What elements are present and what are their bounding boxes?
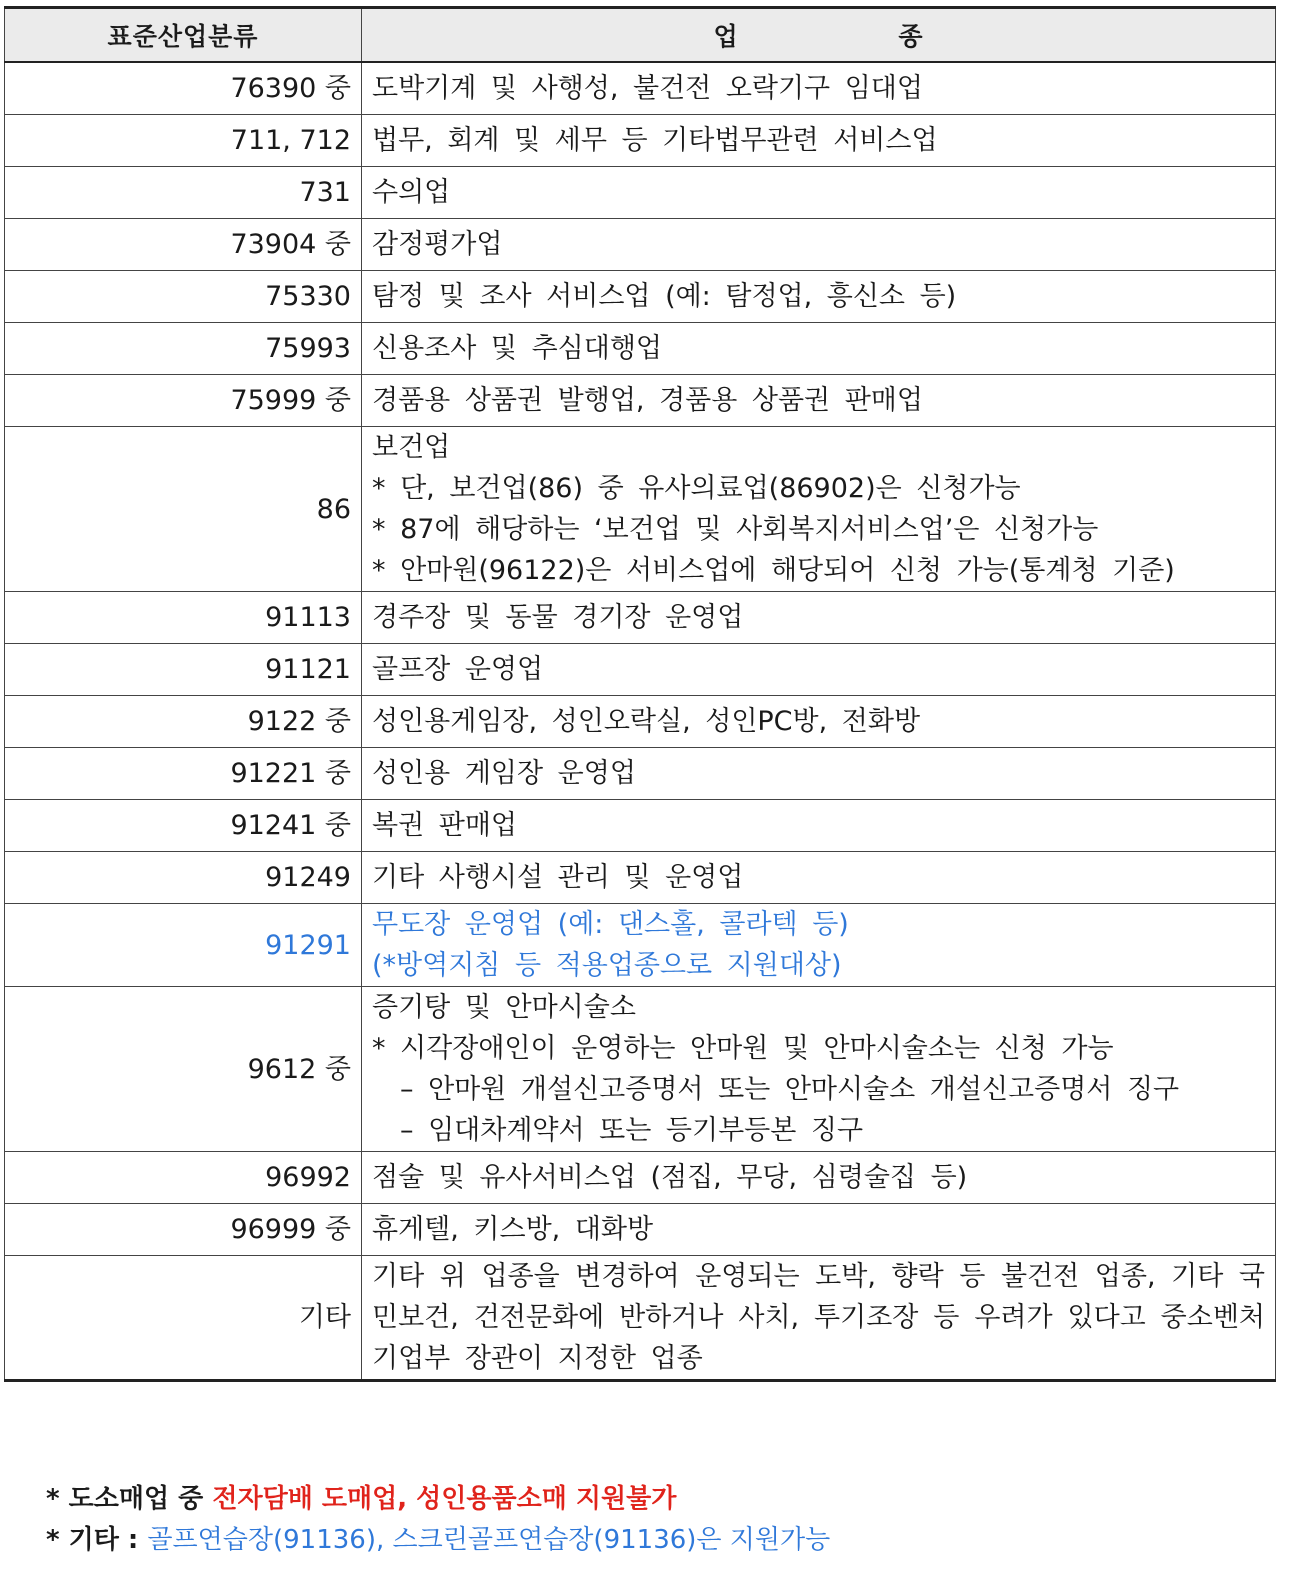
industry-code: 75993: [5, 323, 362, 375]
business-description: 감정평가업: [362, 219, 1276, 271]
business-description: 신용조사 및 추심대행업: [362, 323, 1276, 375]
table-row: [5, 800, 1276, 852]
note-bullet: * 시각장애인이 운영하는 안마원 및 안마시술소는 신청 가능: [372, 1033, 1114, 1064]
table-row: [5, 62, 1276, 115]
note-bullet: * 단, 보건업(86) 중 유사의료업(86902)은 신청가능: [372, 473, 1021, 504]
industry-code: 75999 중: [5, 375, 362, 427]
note-subitem: – 임대차계약서 또는 등기부등본 징구: [400, 1115, 864, 1146]
note-highlight: 골프연습장(91136), 스크린골프연습장(91136)은 지원가능: [147, 1525, 831, 1555]
business-description: [362, 987, 1276, 1152]
table-row: [5, 904, 1276, 987]
table-row: [5, 1152, 1276, 1204]
table-row: [5, 1256, 1276, 1381]
business-description: 탐정 및 조사 서비스업 (예: 탐정업, 흥신소 등): [362, 271, 1276, 323]
description-line: 보건업: [372, 432, 451, 463]
note-bullet: * 안마원(96122)은 서비스업에 해당되어 신청 가능(통계청 기준): [372, 555, 1175, 586]
business-description: 기타 사행시설 관리 및 운영업: [362, 852, 1276, 904]
description-note: (*방역지침 등 적용업종으로 지원대상): [372, 950, 842, 981]
table-row: [5, 115, 1276, 167]
table-row: [5, 748, 1276, 800]
wholesale-retail-note: [46, 1478, 676, 1515]
industry-code: 9612 중: [5, 987, 362, 1152]
industry-code: 91249: [5, 852, 362, 904]
table-row: [5, 1204, 1276, 1256]
table-row: [5, 696, 1276, 748]
table-row: [5, 219, 1276, 271]
industry-code: 711, 712: [5, 115, 362, 167]
table-row: [5, 592, 1276, 644]
note-prefix: * 기타 :: [46, 1525, 148, 1555]
table-row: [5, 644, 1276, 696]
table-row: [5, 852, 1276, 904]
business-description: 골프장 운영업: [362, 644, 1276, 696]
business-description: 경주장 및 동물 경기장 운영업: [362, 592, 1276, 644]
table-row: [5, 375, 1276, 427]
industry-code: 731: [5, 167, 362, 219]
table-row: [5, 167, 1276, 219]
other-note: [46, 1519, 830, 1556]
industry-code: 91121: [5, 644, 362, 696]
business-description: 기타 위 업종을 변경하여 운영되는 도박, 향락 등 불건전 업종, 기타 국민보건, 건전문화에 반하거나 사치, 투기조장 등 우려가 있다고 중소벤처기업부 장관이 지정한 업종: [362, 1256, 1276, 1381]
industry-code: 91291: [5, 904, 362, 987]
business-description: 성인용게임장, 성인오락실, 성인PC방, 전화방: [362, 696, 1276, 748]
description-line: 무도장 운영업 (예: 댄스홀, 콜라텍 등): [372, 909, 849, 940]
table-row: [5, 987, 1276, 1152]
industry-table: [4, 6, 1276, 1382]
industry-code: 73904 중: [5, 219, 362, 271]
industry-code: 75330: [5, 271, 362, 323]
note-subitem: – 안마원 개설신고증명서 또는 안마시술소 개설신고증명서 징구: [400, 1074, 1180, 1105]
table-header-row: [5, 8, 1276, 63]
industry-code: 기타: [5, 1256, 362, 1381]
description-line: 증기탕 및 안마시술소: [372, 992, 636, 1023]
business-description: 경품용 상품권 발행업, 경품용 상품권 판매업: [362, 375, 1276, 427]
business-description: [362, 904, 1276, 987]
business-description: 수의업: [362, 167, 1276, 219]
table-row: [5, 271, 1276, 323]
business-description: 점술 및 유사서비스업 (점집, 무당, 심령술집 등): [362, 1152, 1276, 1204]
business-description: 복권 판매업: [362, 800, 1276, 852]
business-description: 성인용 게임장 운영업: [362, 748, 1276, 800]
industry-code: 9122 중: [5, 696, 362, 748]
table-row: [5, 323, 1276, 375]
business-description: [362, 427, 1276, 592]
business-description: 휴게텔, 키스방, 대화방: [362, 1204, 1276, 1256]
business-description: 법무, 회계 및 세무 등 기타법무관련 서비스업: [362, 115, 1276, 167]
industry-code: 91241 중: [5, 800, 362, 852]
industry-code: 96999 중: [5, 1204, 362, 1256]
header-business-type: 업 종: [362, 8, 1276, 63]
industry-code: 91221 중: [5, 748, 362, 800]
industry-code: 96992: [5, 1152, 362, 1204]
industry-code: 86: [5, 427, 362, 592]
note-highlight: 전자담배 도매업, 성인용품소매 지원불가: [212, 1484, 677, 1514]
industry-code: 76390 중: [5, 62, 362, 115]
business-description: 도박기계 및 사행성, 불건전 오락기구 임대업: [362, 62, 1276, 115]
table-row: [5, 427, 1276, 592]
header-industry-code: 표준산업분류: [5, 8, 362, 63]
note-bullet: * 87에 해당하는 ‘보건업 및 사회복지서비스업’은 신청가능: [372, 514, 1099, 545]
note-prefix: * 도소매업 중: [46, 1484, 213, 1514]
industry-code: 91113: [5, 592, 362, 644]
